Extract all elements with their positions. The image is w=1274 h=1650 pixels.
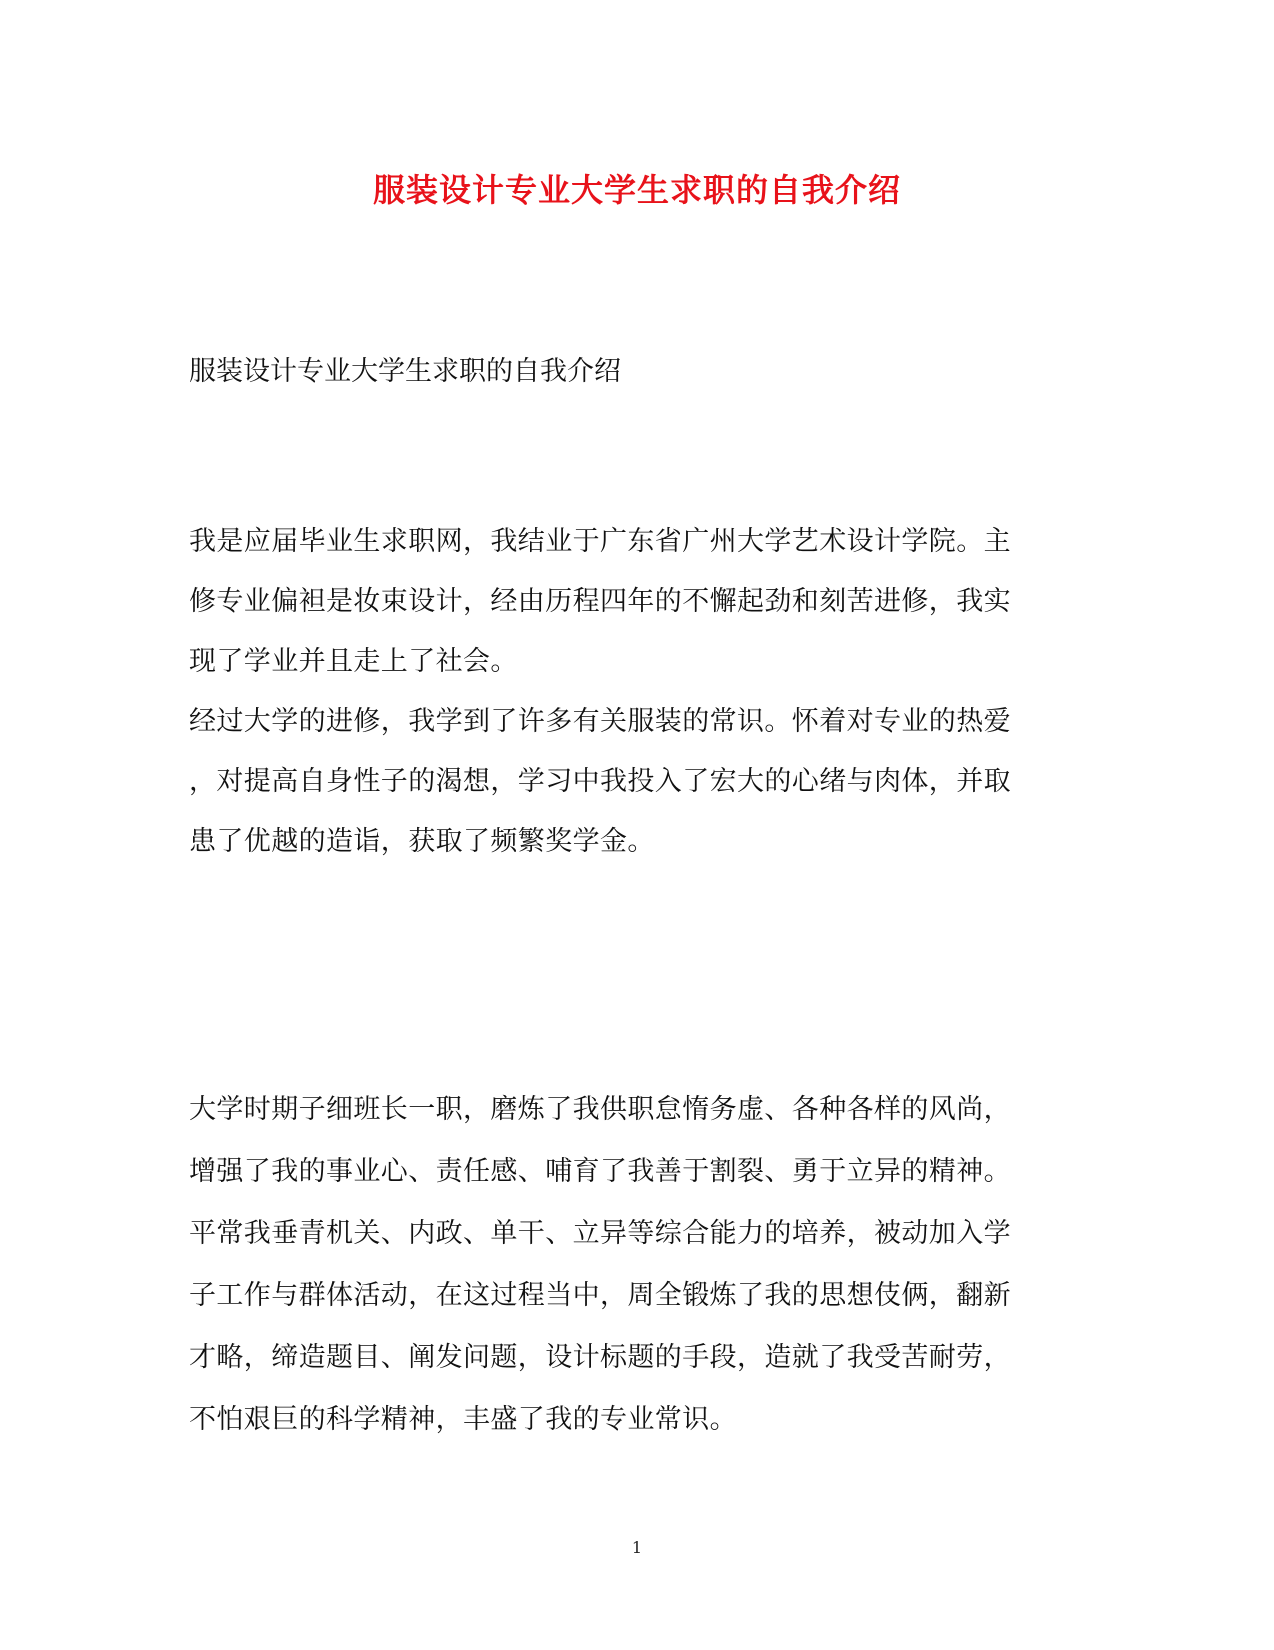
body-heading: 服装设计专业大学生求职的自我介绍 (189, 356, 621, 387)
paragraph-line: 才略，缔造题目、阐发问题，设计标题的手段，造就了我受苦耐劳， (189, 1342, 1011, 1373)
paragraph-line: 子工作与群体活动，在这过程当中，周全锻炼了我的思想伎俩，翻新 (189, 1280, 1011, 1311)
paragraph-line: ，对提高自身性子的渴想，学习中我投入了宏大的心绪与肉体，并取 (189, 766, 1011, 797)
paragraph-line: 增强了我的事业心、责任感、哺育了我善于割裂、勇于立异的精神。 (189, 1156, 1011, 1187)
paragraph-line: 修专业偏袒是妆束设计，经由历程四年的不懈起劲和刻苦进修，我实 (189, 586, 1011, 617)
paragraph-line: 经过大学的进修，我学到了许多有关服装的常识。怀着对专业的热爱 (189, 706, 1011, 737)
paragraph-line: 我是应届毕业生求职网，我结业于广东省广州大学艺术设计学院。主 (189, 526, 1011, 557)
document-title: 服装设计专业大学生求职的自我介绍 (372, 171, 901, 209)
paragraph-line: 现了学业并且走上了社会。 (189, 646, 518, 677)
paragraph-line: 平常我垂青机关、内政、单干、立异等综合能力的培养，被动加入学 (189, 1218, 1011, 1249)
paragraph-line: 患了优越的造诣，获取了频繁奖学金。 (189, 826, 655, 857)
paragraph-line: 大学时期子细班长一职，磨炼了我供职怠惰务虚、各种各样的风尚， (189, 1094, 1011, 1125)
page-number: 1 (631, 1538, 643, 1557)
paragraph-line: 不怕艰巨的科学精神，丰盛了我的专业常识。 (189, 1404, 737, 1435)
